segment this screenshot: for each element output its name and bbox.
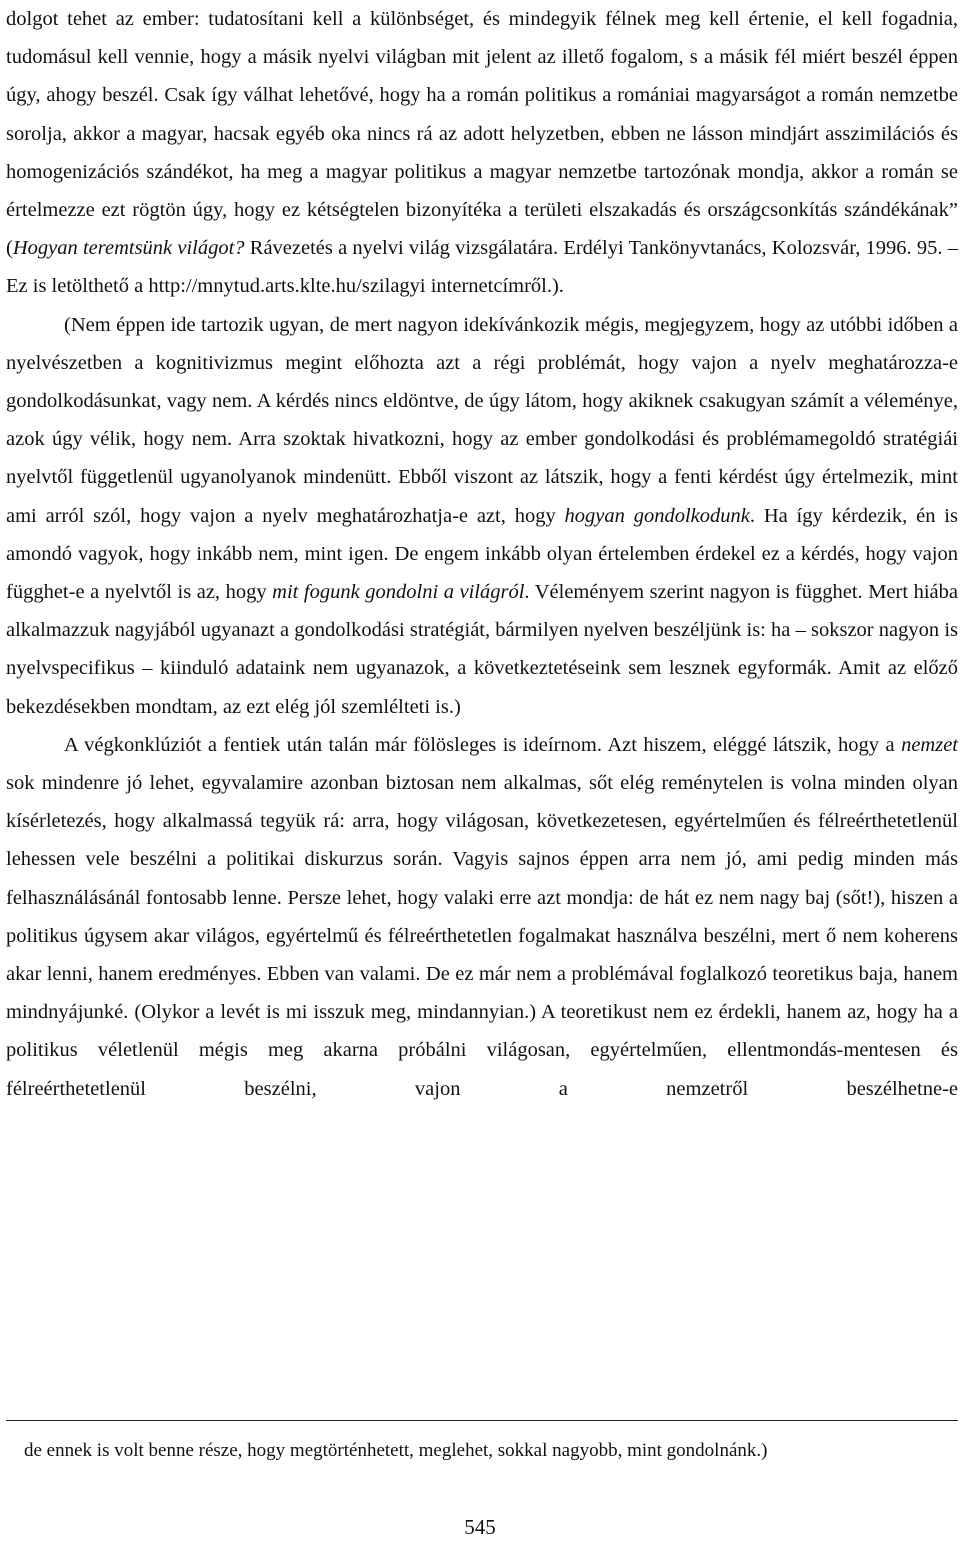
paragraph-conclusion [6, 726, 958, 1108]
italic-book-title: Hogyan teremtsünk világot? [12, 237, 245, 260]
italic-emphasis: nemzet [901, 733, 958, 756]
footnote-text: de ennek is volt benne része, hogy megtörténhetett, meglehet, sokkal nagyobb, mint gondolnánk.) [24, 1440, 768, 1461]
page-number: 545 [464, 1515, 496, 1539]
footnote-divider [6, 1420, 958, 1421]
paragraph-parenthetical [6, 306, 958, 726]
italic-emphasis: hogyan gondolkodunk [564, 504, 750, 527]
paragraph-text: A végkonklúziót a fentiek után talán már fölösleges is ideírnom. Azt hiszem, eléggé látszik, hogy a [64, 733, 902, 756]
paragraph-text: . Véleményem szerint nagyon is függhet. Mert hiába alkalmazzuk nagyjából ugyanazt a gondolkodási stratégiát, bármilyen nyelven beszéljünk is: ha – sokszor nagyon is nyelvspecifikus – kiinduló adataink nem ugyanazok, a következtetéseink sem lesznek egyformák. Amit az előző bekezdésekben mondtam, az ezt elég jól szemlélteti is.) [6, 581, 958, 718]
paragraph-text: dolgot tehet az ember: tudatosítani kell a különbséget, és mindegyik félnek meg kell értenie, el kell fogadnia, tudomásul kell vennie, hogy a másik nyelvi világban mit jelent az illető fogalom, s a másik fél miért beszél éppen úgy, ahogy beszél. Csak így válhat lehetővé, hogy ha a román politikus a romániai magyarságot a román nemzetbe sorolja, akkor a magyar, hacsak egyéb oka nincs rá az adott helyzetben, ebben ne lásson mindjárt asszimilációs és homogenizációs szándékot, ha meg a magyar politikus a magyar nemzetbe tartozónak mondja, akkor a román se értelmezze ezt rögtön úgy, hogy ez kétségtelen bizonyítéka a területi elszakadás és országcsonkítás szándékának” ( [6, 8, 958, 260]
paragraph-text: (Nem éppen ide tartozik ugyan, de mert nagyon idekívánkozik mégis, megjegyzem, hogy az utóbbi időben a nyelvészetben a kognitivizmus megint előhozta azt a régi problémát, hogy vajon a nyelv meghatározza-e gondolkodásunkat, vagy nem. A kérdés nincs eldöntve, de úgy látom, hogy akiknek csakugyan számít a véleménye, azok úgy vélik, hogy nem. Arra szoktak hivatkozni, hogy az ember gondolkodási és problémamegoldó stratégiái nyelvtől függetlenül ugyanolyanok mindenütt. Ebből viszont az látszik, hogy a fenti kérdést úgy értelmezik, mint ami arról szól, hogy vajon a nyelv meghatározhatja-e azt, hogy [6, 313, 958, 527]
paragraph-text: sok mindenre jó lehet, egyvalamire azonban biztosan nem alkalmas, sőt elég reménytelen is volna minden olyan kísérletezés, hogy alkalmassá tegyük rá: arra, hogy világosan, következetesen, egyértelműen és félreérthetetlenül lehessen vele beszélni a politikai diskurzus során. Vagyis sajnos éppen arra nem jó, ami pedig minden más felhasználásánál fontosabb lenne. Persze lehet, hogy valaki erre azt mondja: de hát ez nem nagy baj (sőt!), hiszen a politikus úgysem akar világos, egyértelmű és félreérthetetlen fogalmakat használva beszélni, mert ő nem koherens akar lenni, hanem eredményes. Ebben van valami. De ez már nem a problémával foglalkozó teoretikus baja, hanem mindnyájunké. (Olykor a levét is mi isszuk meg, mindannyian.) A teoretikust nem ez érdekli, hanem az, hogy ha a politikus véletlenül mégis meg akarna próbálni világosan, egyértelműen, ellentmondás-mentesen és félreérthetetlenül beszélni, vajon a nemzetről beszélhetne-e [6, 772, 958, 1100]
page-body [6, 0, 958, 1108]
paragraph-text: . Ha így kérdezik, én is amondó vagyok, hogy inkább nem, mint igen. De engem inkább olyan értelemben érdekel ez a kérdés, hogy vajon függhet-e a nyelvtől is az, hogy [6, 504, 958, 604]
paragraph-continued [6, 0, 958, 306]
italic-emphasis: mit fogunk gondolni a világról [272, 581, 525, 604]
paragraph-text: Rávezetés a nyelvi világ vizsgálatára. Erdélyi Tankönyvtanács, Kolozsvár, 1996. 95. – Ez is letölthető a http://mnytud.arts.klte.hu/szilagyi internetcímről.). [6, 237, 958, 298]
